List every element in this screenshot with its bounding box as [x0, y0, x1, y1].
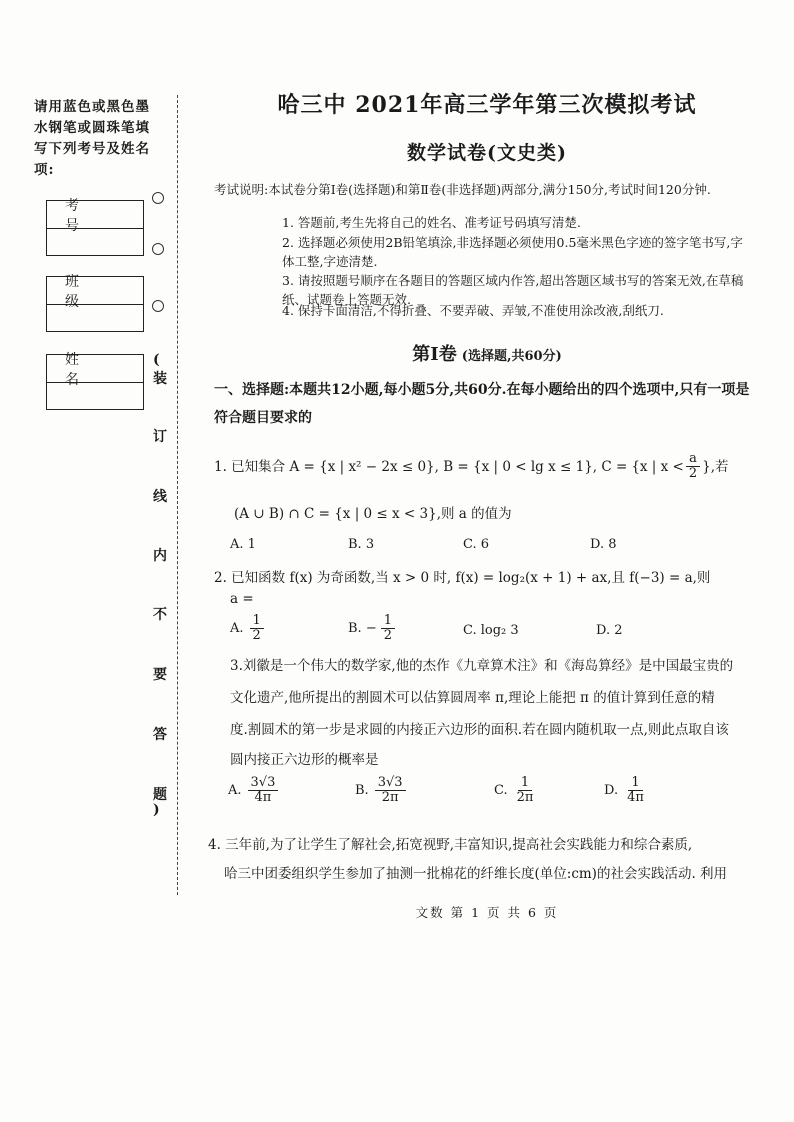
q2-opt-a-label: A.: [230, 621, 244, 636]
frac-num: 3√3: [375, 776, 406, 791]
note-item: 4. 保持卡面清洁,不得折叠、不要弄破、弄皱,不准使用涂改液,刮纸刀.: [282, 303, 664, 318]
frac-num: 1: [250, 614, 264, 629]
question-1-line2: (A ∪ B) ∩ C = {x | 0 ≤ x < 3},则 a 的值为: [234, 506, 512, 522]
note-item: 2. 选择题必须使用2B铅笔填涂,非选择题必须使用0.5毫米黑色字迹的签字笔书写,字体工整,字迹清楚.: [282, 235, 743, 269]
exam-number-box: [46, 197, 144, 256]
q2-opt-b-frac: [381, 614, 395, 643]
exam-title: 哈三中 2021年高三学年第三次模拟考试: [277, 92, 697, 118]
question-4-line: 4. 三年前,为了让学生了解社会,拓宽视野,丰富知识,提高社会实践能力和综合素质,: [208, 837, 693, 853]
binding-char: 装: [153, 371, 167, 387]
note-item: 3. 请按照题号顺序在各题目的答题区域内作答,超出答题区域书写的答案无效,在草稿纸、试题卷上答题无效.: [282, 273, 744, 307]
q3-option-d: [604, 776, 647, 805]
frac-num: 1: [381, 614, 395, 629]
question-1-line1: [214, 452, 774, 481]
binding-line: [177, 95, 178, 895]
question-3-line: 度.割圆术的第一步是求圆的内接正六边形的面积.若在圆内随机取一点,则此点取自该: [230, 722, 729, 738]
section-instructions: 一、选择题:本题共12小题,每小题5分,共60分.在每小题给出的四个选项中,只有一项是符合题目要求的: [214, 382, 750, 426]
q1-frac-den: 2: [688, 466, 698, 481]
frac-den: 2π: [516, 790, 534, 805]
question-2-line2: a =: [230, 591, 254, 607]
binding-hole-icon: [152, 192, 164, 204]
page-footer: 文数 第 1 页 共 6 页: [415, 905, 559, 920]
frac-den: 2: [383, 628, 392, 643]
q2-opt-a-frac: [250, 614, 264, 643]
frac-den: 4π: [627, 790, 644, 805]
option-label: B.: [355, 783, 369, 798]
frac-den: 2: [252, 628, 261, 643]
q2-option-c: C. log₂ 3: [463, 623, 519, 638]
part1-heading-wrap: [180, 340, 794, 366]
question-2-line1: 2. 已知函数 f(x) 为奇函数,当 x > 0 时, f(x) = log₂(x + 1) + ax,且 f(−3) = a,则: [214, 570, 711, 586]
name-box: [46, 351, 144, 410]
binding-char: ): [153, 802, 160, 818]
binding-char: 题: [153, 787, 167, 803]
binding-char: (: [153, 352, 160, 368]
binding-char: 答: [153, 727, 167, 743]
q1-option-c: C. 6: [463, 537, 490, 552]
binding-char: 不: [153, 607, 167, 623]
q3-opt-frac: [248, 776, 279, 805]
q3-option-a: [228, 776, 278, 805]
q1-c-set-pre: {x | x <: [631, 458, 684, 475]
question-3-line: 文化遗产,他所提出的割圆术可以估算圆周率 π,理论上能把 π 的值计算到任意的精: [230, 690, 715, 706]
q2-opt-b-label: B. −: [348, 621, 377, 636]
class-label: 班 级: [47, 277, 143, 305]
q1-c-set-post: },若: [702, 458, 729, 475]
option-label: A.: [228, 783, 242, 798]
q2-option-b: [348, 614, 395, 643]
binding-char: 线: [153, 489, 167, 505]
binding-hole-icon: [152, 243, 164, 255]
binding-char: 要: [153, 667, 167, 683]
exam-number-label: 考 号: [47, 201, 143, 229]
q3-opt-frac: [624, 776, 647, 805]
class-box: [46, 273, 144, 332]
q1-option-b: B. 3: [348, 537, 375, 552]
q3-opt-frac: [375, 776, 406, 805]
question-3-line: 3.刘徽是一个伟大的数学家,他的杰作《九章算术注》和《海岛算经》是中国最宝贵的: [230, 658, 734, 674]
q1-fraction: [686, 452, 700, 481]
option-label: D.: [604, 783, 619, 798]
notes-intro: 考试说明:本试卷分第Ⅰ卷(选择题)和第Ⅱ卷(非选择题)两部分,满分150分,考试时间120分钟.: [214, 182, 711, 197]
q3-opt-frac: [514, 776, 537, 805]
q3-option-b: [355, 776, 406, 805]
frac-den: 2π: [381, 790, 399, 805]
binding-char: 订: [153, 429, 167, 445]
binding-char: 内: [153, 548, 167, 564]
frac-num: 1: [518, 776, 532, 791]
q1-option-d: D. 8: [590, 537, 617, 552]
exam-subtitle: 数学试卷(文史类): [407, 142, 567, 164]
q1-option-a: A. 1: [230, 537, 256, 552]
note-item: 1. 答题前,考生先将自己的姓名、准考证号码填写清楚.: [282, 215, 581, 230]
frac-num: 3√3: [248, 776, 279, 791]
name-label: 姓 名: [47, 355, 143, 383]
fill-instruction: 请用蓝色或黑色墨水钢笔或圆珠笔填写下列考号及姓名项:: [34, 99, 150, 178]
option-label: C.: [494, 783, 508, 798]
binding-hole-icon: [152, 300, 164, 312]
part1-heading: 第Ⅰ卷: [412, 344, 457, 365]
q1-text-a: 1. 已知集合 A = {x | x² − 2x ≤ 0}, B = {x | 0 < lg x ≤ 1}, C =: [214, 458, 628, 475]
q2-option-d: D. 2: [596, 623, 623, 638]
frac-den: 4π: [254, 790, 272, 805]
part1-heading-note: (选择题,共60分): [461, 349, 562, 364]
q3-option-c: [494, 776, 536, 805]
q1-frac-num: a: [686, 452, 700, 467]
question-3-line: 圆内接正六边形的概率是: [230, 752, 379, 768]
question-4-line: 哈三中团委组织学生参加了抽测一批棉花的纤维长度(单位:cm)的社会实践活动. 利用: [224, 866, 728, 882]
frac-num: 1: [628, 776, 642, 791]
q2-option-a: [230, 614, 264, 643]
